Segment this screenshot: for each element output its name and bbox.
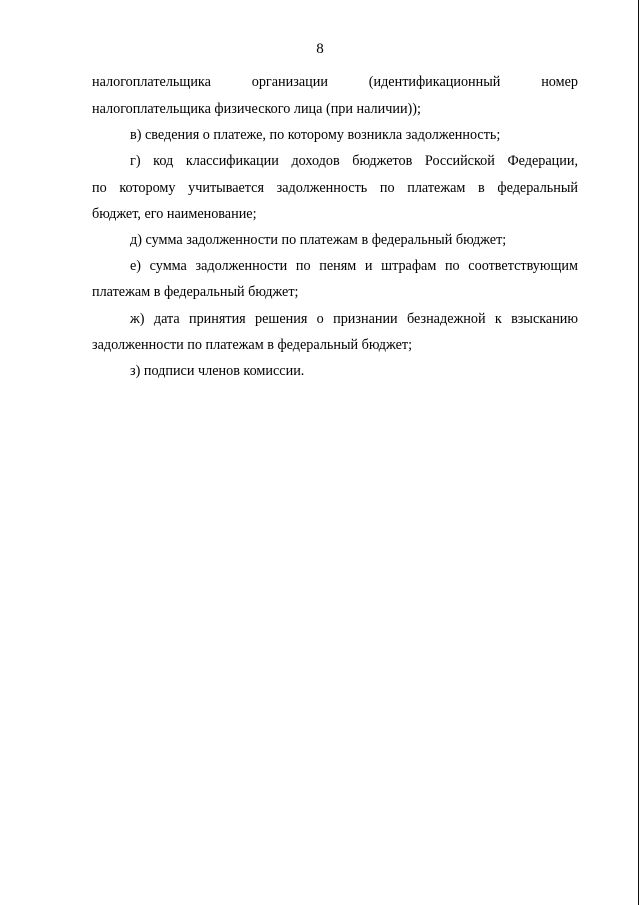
text-line-2: налогоплательщика физического лица (при наличии)); — [92, 101, 421, 117]
list-item-v: в) сведения о платеже, по которому возникла задолженность; — [130, 127, 501, 143]
page-edge-line — [638, 0, 639, 905]
list-item-zh-line-1: ж) дата принятия решения о признании безнадежной к взысканию — [130, 311, 578, 327]
text-line-1: налогоплательщика организации (идентификационный номер — [92, 74, 578, 90]
list-item-zh-line-2: задолженности по платежам в федеральный бюджет; — [92, 337, 413, 353]
list-item-g-line-3: бюджет, его наименование; — [92, 206, 257, 222]
page-number: 8 — [316, 41, 324, 57]
list-item-g-line-2: по которому учитывается задолженность по платежам в федеральный — [92, 180, 578, 196]
list-item-e-line-1: е) сумма задолженности по пеням и штрафам по соответствующим — [130, 258, 578, 274]
list-item-z: з) подписи членов комиссии. — [130, 363, 305, 379]
list-item-e-line-2: платежам в федеральный бюджет; — [92, 284, 299, 300]
list-item-d: д) сумма задолженности по платежам в федеральный бюджет; — [130, 232, 507, 248]
list-item-g-line-1: г) код классификации доходов бюджетов Российской Федерации, — [130, 153, 578, 169]
